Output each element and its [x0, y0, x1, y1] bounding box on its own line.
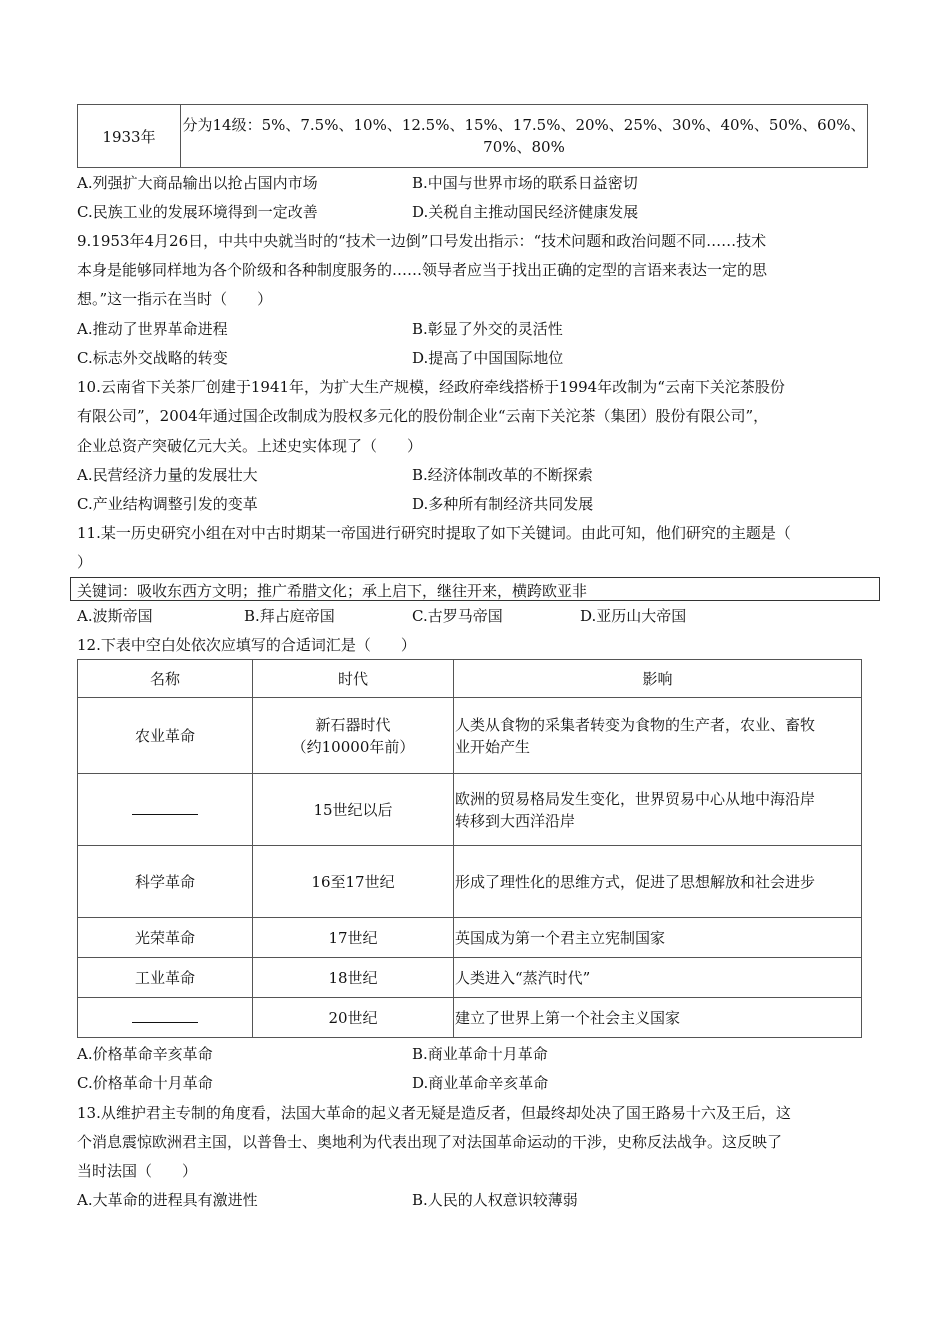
keyword-box	[70, 577, 880, 601]
fill-blank	[132, 804, 198, 815]
table-row	[78, 774, 862, 846]
cell-name: 农业革命	[78, 698, 253, 774]
cell-impact-line1: 欧洲的贸易格局发生变化，世界贸易中心从地中海沿岸	[455, 789, 816, 808]
q12-option-d: D.商业革命辛亥革命	[412, 1074, 549, 1092]
q8-option-c: C.民族工业的发展环境得到一定改善	[77, 203, 318, 221]
fill-blank	[132, 1012, 198, 1023]
cell-era	[253, 698, 454, 774]
cell-impact-line2: 转移到大西洋沿岸	[455, 811, 576, 830]
q10-stem-line2: 有限公司”，2004年通过国企改制成为股权多元化的股份制企业“云南下关沱茶（集团）股份有限公司”，	[77, 407, 769, 425]
cell-era-line2: （约10000年前）	[291, 737, 415, 756]
q11-option-d: D.亚历山大帝国	[580, 607, 687, 625]
q13-option-a: A.大革命的进程具有激进性	[77, 1191, 258, 1209]
cell-name: 科学革命	[78, 846, 253, 918]
q9-option-b: B.彰显了外交的灵活性	[412, 320, 563, 338]
tariff-rates-line1: 分为14级：5%、7.5%、10%、12.5%、15%、17.5%、20%、25%、30%、40%、50%、60%、	[182, 116, 866, 134]
q13-stem-line3: 当时法国（ ）	[77, 1162, 198, 1180]
q10-stem-line1: 10.云南省下关茶厂创建于1941年，为扩大生产规模，经政府牵线搭桥于1994年改制为“云南下关沱茶股份	[77, 378, 785, 396]
cell-name: 光荣革命	[78, 918, 253, 958]
cell-impact-line2: 业开始产生	[455, 737, 531, 756]
table-row	[78, 998, 862, 1038]
cell-era: 20世纪	[253, 998, 454, 1038]
header-impact: 影响	[454, 660, 862, 698]
cell-impact: 英国成为第一个君主立宪制国家	[454, 918, 862, 958]
q11-stem-line1: 11.某一历史研究小组在对中古时期某一帝国进行研究时提取了如下关键词。由此可知，他们研究的主题是（	[77, 524, 791, 542]
table-row	[78, 846, 862, 918]
revolution-table	[77, 659, 862, 1038]
q10-option-a: A.民营经济力量的发展壮大	[77, 466, 258, 484]
tariff-rates-line2: 70%、80%	[483, 138, 565, 156]
cell-era: 15世纪以后	[253, 774, 454, 846]
q13-stem-line2: 个消息震惊欧洲君主国，以普鲁士、奥地利为代表出现了对法国革命运动的干涉，史称反法战争。这反映了	[77, 1133, 783, 1151]
q9-option-d: D.提高了中国国际地位	[412, 349, 564, 367]
cell-impact: 建立了世界上第一个社会主义国家	[454, 998, 862, 1038]
table-row	[78, 958, 862, 998]
cell-era: 17世纪	[253, 918, 454, 958]
q12-option-b: B.商业革命十月革命	[412, 1045, 548, 1063]
tariff-year-cell	[78, 105, 181, 168]
q11-option-c: C.古罗马帝国	[412, 607, 503, 625]
table-row	[78, 698, 862, 774]
q9-stem-line2: 本身是能够同样地为各个阶级和各种制度服务的……领导者应当于找出正确的定型的言语来表达一定的思	[77, 261, 768, 279]
cell-era-line1: 新石器时代	[315, 715, 391, 734]
q12-option-c: C.价格革命十月革命	[77, 1074, 213, 1092]
cell-impact: 形成了理性化的思维方式，促进了思想解放和社会进步	[454, 846, 862, 918]
q9-stem-line1: 9.1953年4月26日，中共中央就当时的“技术一边倒”口号发出指示：“技术问题和政治问题不同……技术	[77, 232, 767, 250]
tariff-year: 1933年	[102, 127, 156, 146]
cell-era: 18世纪	[253, 958, 454, 998]
cell-name: 工业革命	[78, 958, 253, 998]
q8-option-d: D.关税自主推动国民经济健康发展	[412, 203, 639, 221]
table-header-row	[78, 660, 862, 698]
tariff-table	[77, 104, 868, 168]
q8-option-b: B.中国与世界市场的联系日益密切	[412, 174, 638, 192]
cell-impact: 人类进入“蒸汽时代”	[454, 958, 862, 998]
q13-stem-line1: 13.从维护君主专制的角度看，法国大革命的起义者无疑是造反者，但最终却处决了国王路易十六及王后，这	[77, 1104, 791, 1122]
q9-option-c: C.标志外交战略的转变	[77, 349, 228, 367]
cell-name-blank	[78, 998, 253, 1038]
q13-option-b: B.人民的人权意识较薄弱	[412, 1191, 578, 1209]
cell-impact	[454, 774, 862, 846]
keyword-text: 关键词：吸收东西方文明；推广希腊文化；承上启下，继往开来，横跨欧亚非	[77, 582, 588, 600]
cell-impact	[454, 698, 862, 774]
q12-option-a: A.价格革命辛亥革命	[77, 1045, 213, 1063]
table-row	[78, 105, 868, 168]
tariff-rates-cell	[181, 105, 868, 168]
header-name: 名称	[78, 660, 253, 698]
q10-option-b: B.经济体制改革的不断探索	[412, 466, 593, 484]
q10-option-c: C.产业结构调整引发的变革	[77, 495, 258, 513]
q10-option-d: D.多种所有制经济共同发展	[412, 495, 594, 513]
cell-name-blank	[78, 774, 253, 846]
q10-stem-line3: 企业总资产突破亿元大关。上述史实体现了（ ）	[77, 437, 423, 455]
cell-impact-line1: 人类从食物的采集者转变为食物的生产者，农业、畜牧	[455, 715, 816, 734]
q9-option-a: A.推动了世界革命进程	[77, 320, 228, 338]
cell-era: 16至17世纪	[253, 846, 454, 918]
table-row	[78, 918, 862, 958]
q9-stem-line3: 想。”这一指示在当时（ ）	[77, 290, 273, 308]
q11-stem-line2: ）	[77, 553, 93, 571]
q11-option-b: B.拜占庭帝国	[244, 607, 335, 625]
q12-stem: 12.下表中空白处依次应填写的合适词汇是（ ）	[77, 636, 416, 654]
header-era: 时代	[253, 660, 454, 698]
q11-option-a: A.波斯帝国	[77, 607, 153, 625]
q8-option-a: A.列强扩大商品输出以抢占国内市场	[77, 174, 318, 192]
